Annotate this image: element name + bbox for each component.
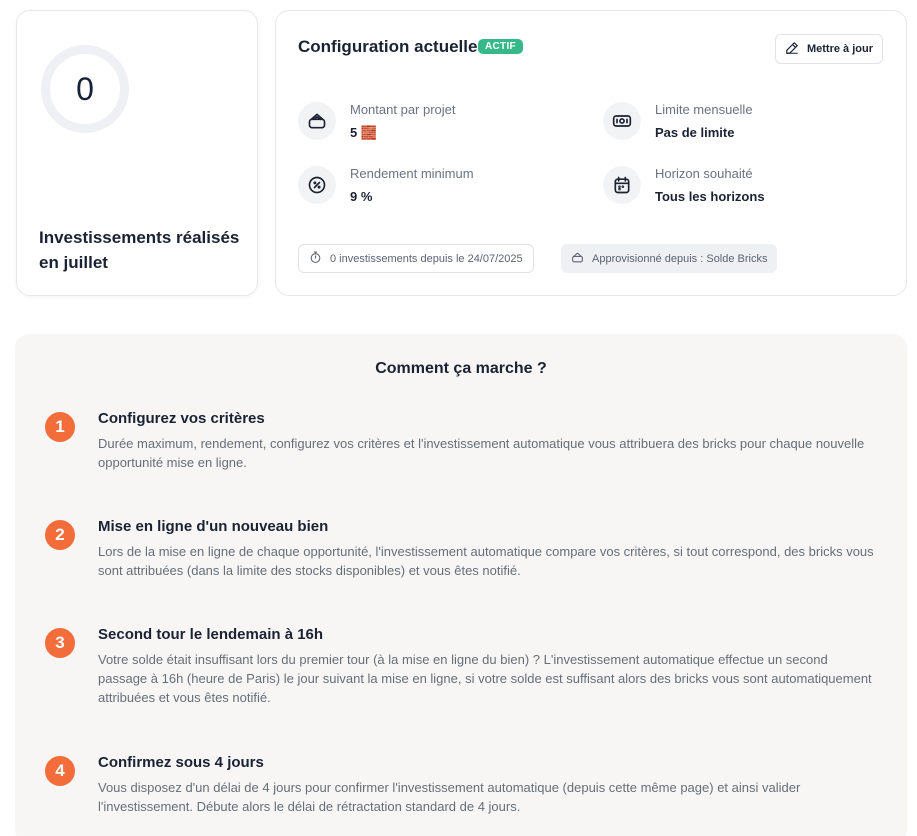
step-description: Durée maximum, rendement, configurez vos critères et l'investissement automatique vous attribuera des bricks pour chaque nouvelle opportunité mise en ligne. bbox=[98, 436, 865, 470]
wallet-icon bbox=[298, 102, 336, 140]
criterion-label: Horizon souhaité bbox=[655, 166, 753, 181]
criterion-horizon bbox=[603, 165, 765, 206]
step-number: 4 bbox=[45, 756, 75, 786]
step-number: 1 bbox=[45, 412, 75, 442]
update-button-label: Mettre à jour bbox=[806, 43, 873, 55]
calendar-icon bbox=[603, 166, 641, 204]
step-title: Mise en ligne d'un nouveau bien bbox=[98, 518, 329, 535]
criterion-amount bbox=[298, 101, 456, 142]
banknote-icon bbox=[603, 102, 641, 140]
update-button[interactable] bbox=[775, 34, 883, 64]
current-config-card bbox=[275, 10, 907, 296]
stopwatch-icon bbox=[309, 251, 322, 267]
criterion-min-yield bbox=[298, 165, 474, 206]
step-title: Configurez vos critères bbox=[98, 410, 265, 427]
investments-count-card bbox=[16, 10, 258, 296]
criterion-label: Rendement minimum bbox=[350, 166, 474, 181]
step-description: Votre solde était insuffisant lors du premier tour (à la mise en ligne du bien) ? L'investissement automatique effectue un second passage à 16h (heure de Paris) le jour suivant la mise en ligne, si votre solde est suffisant alors des bricks vous sont automatiquement attribuées et vous êtes notifié. bbox=[98, 652, 872, 705]
criterion-label: Montant par projet bbox=[350, 102, 456, 117]
investments-count: 0 bbox=[76, 70, 94, 107]
step-number: 3 bbox=[45, 628, 75, 658]
step-title: Confirmez sous 4 jours bbox=[98, 754, 264, 771]
how-it-works-section bbox=[15, 334, 907, 836]
wallet-icon bbox=[571, 251, 584, 267]
criterion-monthly-limit bbox=[603, 101, 753, 142]
percent-icon bbox=[298, 166, 336, 204]
status-badge: ACTIF bbox=[478, 39, 523, 54]
config-title: Configuration actuelle bbox=[298, 37, 478, 56]
step-description: Vous disposez d'un délai de 4 jours pour confirmer l'investissement automatique (depuis cette même page) et ainsi valider l'investissement. Débute alors le délai de rétractation standard de 4 jours. bbox=[98, 780, 801, 814]
criterion-value: 5 🧱 bbox=[350, 125, 378, 140]
criterion-value: Tous les horizons bbox=[655, 189, 765, 204]
how-it-works-title: Comment ça marche ? bbox=[375, 360, 547, 377]
funding-source-pill bbox=[561, 244, 777, 273]
investments-since-pill bbox=[298, 244, 534, 273]
step-number: 2 bbox=[45, 520, 75, 550]
investments-since-text: 0 investissements depuis le 24/07/2025 bbox=[330, 252, 523, 265]
criterion-value: Pas de limite bbox=[655, 125, 735, 140]
step-title: Second tour le lendemain à 16h bbox=[98, 626, 324, 643]
count-ring bbox=[41, 45, 129, 133]
pencil-icon bbox=[785, 41, 799, 58]
step-description: Lors de la mise en ligne de chaque opportunité, l'investissement automatique compare vos critères, si tout correspond, des bricks vous sont attribuées (dans la limite des stocks disponibles) et vous êtes notifié. bbox=[98, 544, 874, 578]
criterion-label: Limite mensuelle bbox=[655, 102, 753, 117]
investments-count-label: Investissements réalisés en juillet bbox=[39, 228, 240, 272]
criterion-value: 9 % bbox=[350, 189, 373, 204]
funding-source-text: Approvisionné depuis : Solde Bricks bbox=[592, 252, 768, 265]
